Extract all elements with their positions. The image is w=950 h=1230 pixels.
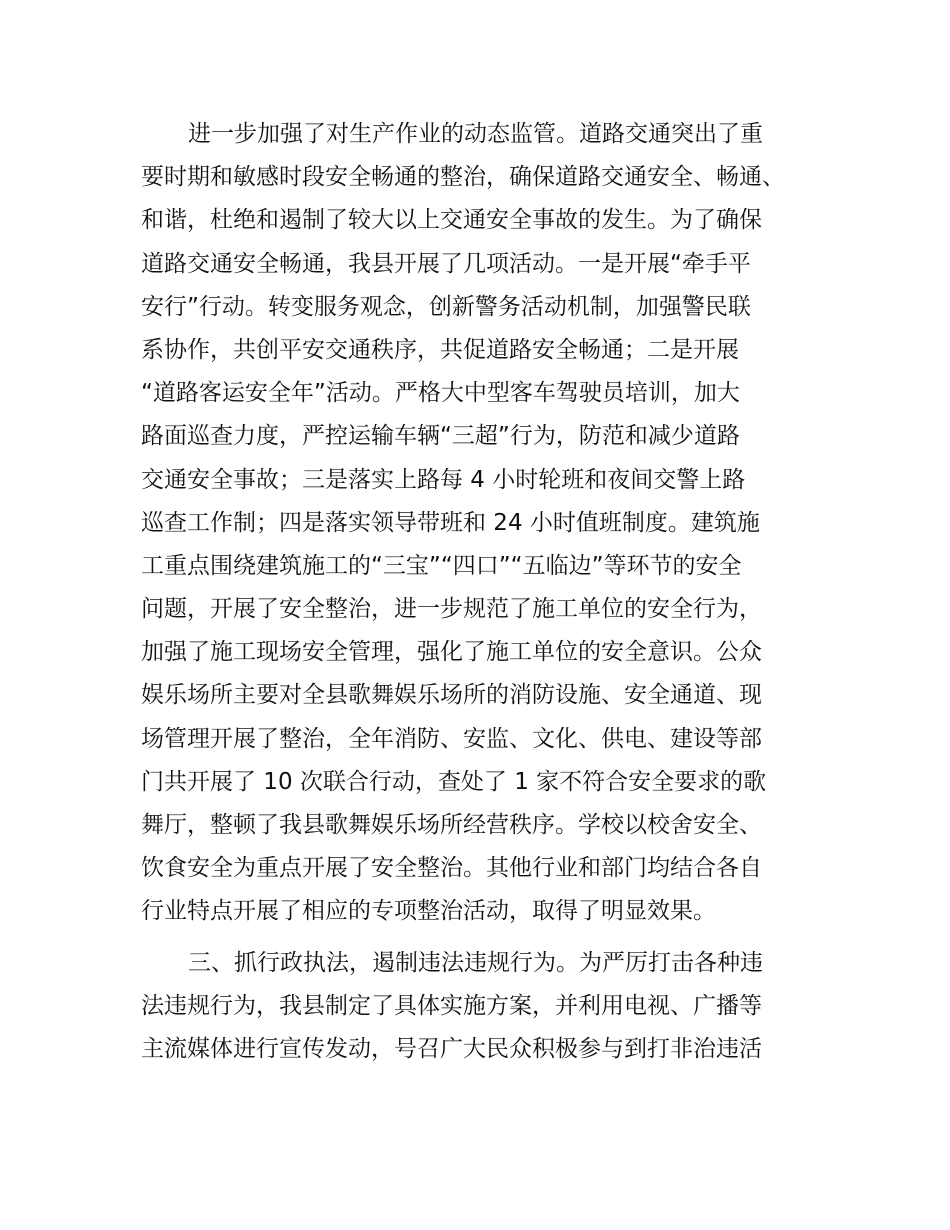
text-line: 主流媒体进行宣传发动，号召广大民众积极参与到打非治违活 <box>141 1035 762 1062</box>
paragraph-law-enforcement <box>141 942 817 1072</box>
text-line: 加强了施工现场安全管理，强化了施工单位的安全意识。公众 <box>141 639 762 666</box>
text-line: 安行”行动。转变服务观念，创新警务活动机制，加强警民联 <box>141 293 751 320</box>
text-line: 道路交通安全畅通，我县开展了几项活动。一是开展“牵手平 <box>141 250 751 277</box>
text-line: 问题，开展了安全整治，进一步规范了施工单位的安全行为， <box>141 596 762 623</box>
text-line: 巡查工作制；四是落实领导带班和 24 小时值班制度。建筑施 <box>141 509 760 536</box>
text-line: 工重点围绕建筑施工的“三宝”“四口”“五临边”等环节的安全 <box>141 552 742 579</box>
paragraph-gap <box>141 934 817 942</box>
document-body <box>141 113 817 1071</box>
text-line: “道路客运安全年”活动。严格大中型客车驾驶员培训，加大 <box>141 380 740 407</box>
text-line: 场管理开展了整治，全年消防、安监、文化、供电、建设等部 <box>141 725 762 752</box>
text-line: 要时期和敏感时段安全畅通的整治，确保道路交通安全、畅通、 <box>141 164 785 191</box>
text-line: 舞厅，整顿了我县歌舞娱乐场所经营秩序。学校以校舍安全、 <box>141 812 762 838</box>
text-line: 门共开展了 10 次联合行动，查处了 1 家不符合安全要求的歌 <box>141 768 767 795</box>
text-line: 行业特点开展了相应的专项整治活动，取得了明显效果。 <box>141 898 716 925</box>
text-line: 路面巡查力度，严控运输车辆“三超”行为，防范和减少道路 <box>141 423 740 450</box>
text-line: 饮食安全为重点开展了安全整治。其他行业和部门均结合各自 <box>141 855 762 882</box>
text-line: 法违规行为，我县制定了具体实施方案，并利用电视、广播等 <box>141 992 762 1019</box>
text-line: 进一步加强了对生产作业的动态监管。道路交通突出了重 <box>188 121 763 147</box>
text-line: 交通安全事故；三是落实上路每 4 小时轮班和夜间交警上路 <box>141 466 746 493</box>
text-line: 和谐，杜绝和遏制了较大以上交通安全事故的发生。为了确保 <box>141 207 762 234</box>
text-line: 系协作，共创平安交通秩序，共促道路安全畅通；二是开展 <box>141 336 739 363</box>
text-line: 娱乐场所主要对全县歌舞娱乐场所的消防设施、安全通道、现 <box>141 682 762 709</box>
text-line: 三、抓行政执法，遏制违法违规行为。为严厉打击各种违 <box>188 949 763 976</box>
paragraph-safety-supervision <box>141 113 817 934</box>
